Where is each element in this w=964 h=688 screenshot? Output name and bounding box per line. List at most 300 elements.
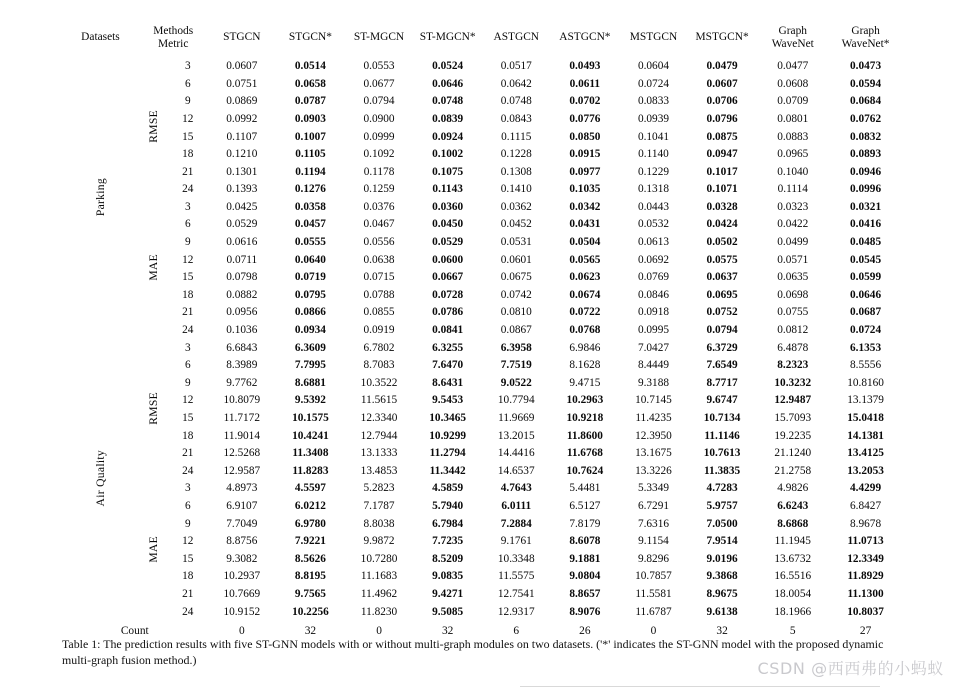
value-cell: 0.0493 — [569, 60, 601, 73]
value-cell: 11.3835 — [704, 464, 741, 477]
value-cell: 0.1002 — [432, 148, 464, 161]
value-cell: 0.1393 — [226, 183, 258, 196]
value-cell: 4.5597 — [294, 482, 326, 495]
value-cell: 0.0502 — [706, 236, 738, 249]
header-methods-label: Methods — [153, 24, 194, 37]
metric-label-cell — [139, 58, 168, 199]
value-cell: 0.0965 — [777, 148, 809, 161]
value-cell: 0.0674 — [569, 288, 601, 301]
table-row — [62, 551, 902, 569]
value-cell: 21.2758 — [774, 464, 812, 477]
value-cell: 7.8179 — [569, 517, 601, 530]
metric-label-cell — [139, 340, 168, 481]
value-cell: 0.1228 — [500, 148, 532, 161]
value-cell: 6.8427 — [850, 499, 882, 512]
value-cell: 0.0529 — [226, 218, 258, 231]
value-cell: 0.0795 — [294, 288, 326, 301]
value-cell: 0.0635 — [777, 271, 809, 284]
header-methods-metric — [139, 18, 208, 58]
value-cell: 0.0724 — [637, 77, 670, 90]
value-cell: 0.1301 — [226, 165, 258, 178]
value-cell: 21.1240 — [774, 447, 812, 460]
horizon-cell: 12 — [182, 253, 194, 266]
value-cell: 0.0684 — [850, 95, 882, 108]
horizon-cell: 24 — [182, 605, 194, 618]
value-cell: 0.1259 — [363, 183, 395, 196]
header-metric-label: Metric — [158, 38, 189, 50]
value-cell: 9.4271 — [432, 587, 464, 600]
value-cell: 0.0692 — [637, 253, 670, 266]
value-cell: 0.0499 — [777, 236, 809, 249]
table-row — [62, 93, 902, 111]
value-cell: 0.0869 — [226, 95, 258, 108]
value-cell: 0.0358 — [294, 200, 326, 213]
header-model-name: ST-MGCN* — [419, 31, 476, 44]
value-cell: 11.8929 — [847, 570, 884, 583]
value-cell: 5.2823 — [363, 482, 395, 495]
value-cell: 12.5268 — [223, 447, 261, 460]
metric-label: MAE — [146, 254, 160, 281]
value-cell: 0.0977 — [569, 165, 601, 178]
header-model-4 — [482, 18, 551, 58]
value-cell: 0.1036 — [226, 324, 258, 337]
value-cell: 9.3082 — [226, 552, 258, 565]
value-cell: 11.0713 — [847, 535, 884, 548]
value-cell: 7.7235 — [432, 535, 464, 548]
value-cell: 6.3958 — [500, 341, 532, 354]
table-row — [62, 515, 902, 533]
value-cell: 13.1379 — [847, 394, 884, 407]
value-cell: 0.0801 — [777, 112, 809, 125]
value-cell: 12.7944 — [360, 429, 398, 442]
table-row — [62, 76, 902, 94]
value-cell: 0.0529 — [432, 236, 464, 249]
value-cell: 0.1410 — [500, 183, 532, 196]
value-cell: 0.0485 — [850, 236, 882, 249]
horizon-cell: 18 — [182, 429, 194, 442]
value-cell: 15.7093 — [774, 412, 812, 425]
value-cell: 12.9587 — [223, 464, 261, 477]
value-cell: 0.0687 — [850, 306, 882, 319]
horizon-cell: 9 — [184, 376, 191, 389]
value-cell: 0.0342 — [569, 200, 601, 213]
horizon-cell: 9 — [184, 517, 191, 530]
value-cell: 6.3729 — [706, 341, 738, 354]
table-row — [62, 533, 902, 551]
value-cell: 0.0362 — [500, 200, 532, 213]
value-cell: 4.7283 — [706, 482, 738, 495]
value-cell: 9.0835 — [432, 570, 464, 583]
horizon-cell: 15 — [182, 271, 194, 284]
value-cell: 11.5615 — [360, 394, 398, 407]
value-cell: 8.5626 — [294, 552, 326, 565]
value-cell: 6.0212 — [294, 499, 326, 512]
header-model-3 — [413, 18, 482, 58]
table-row — [62, 603, 902, 621]
header-model-name-line2: WaveNet* — [841, 38, 890, 50]
value-cell: 4.4299 — [850, 482, 882, 495]
value-cell: 0.0762 — [850, 112, 882, 125]
value-cell: 13.1675 — [635, 447, 672, 460]
value-cell: 0.0882 — [226, 288, 258, 301]
table-row — [62, 586, 902, 604]
value-cell: 9.0522 — [500, 376, 532, 389]
count-value-cell: 6 — [513, 625, 520, 638]
horizon-cell: 9 — [184, 236, 191, 249]
value-cell: 8.8657 — [569, 587, 601, 600]
table-row — [62, 357, 902, 375]
value-cell: 0.0623 — [569, 271, 601, 284]
value-cell: 0.1308 — [500, 165, 532, 178]
horizon-cell: 12 — [182, 394, 194, 407]
value-cell: 0.0431 — [569, 218, 601, 231]
value-cell: 4.7643 — [500, 482, 532, 495]
value-cell: 0.0599 — [850, 271, 882, 284]
value-cell: 0.0798 — [226, 271, 258, 284]
dataset-label-cell — [62, 340, 139, 622]
dataset-label: Air Quality — [93, 450, 107, 507]
value-cell: 0.0883 — [777, 130, 809, 143]
value-cell: 9.6747 — [706, 394, 738, 407]
value-cell: 6.4878 — [777, 341, 809, 354]
horizon-cell: 21 — [182, 165, 194, 178]
value-cell: 0.1115 — [501, 130, 532, 143]
value-cell: 0.0675 — [500, 271, 532, 284]
value-cell: 0.0748 — [500, 95, 532, 108]
value-cell: 0.1075 — [432, 165, 464, 178]
value-cell: 0.0575 — [706, 253, 738, 266]
dataset-label: Parking — [93, 178, 107, 217]
value-cell: 9.7565 — [294, 587, 326, 600]
value-cell: 0.0565 — [569, 253, 601, 266]
value-cell: 0.0751 — [226, 77, 258, 90]
value-cell: 0.0748 — [432, 95, 464, 108]
value-cell: 11.5575 — [498, 570, 535, 583]
value-cell: 6.3609 — [294, 341, 326, 354]
value-cell: 0.0755 — [777, 306, 809, 319]
horizon-cell: 9 — [184, 95, 191, 108]
value-cell: 7.9221 — [294, 535, 326, 548]
value-cell: 9.5085 — [432, 605, 464, 618]
value-cell: 10.2256 — [292, 605, 329, 618]
value-cell: 7.7049 — [226, 517, 258, 530]
table-row — [62, 304, 902, 322]
value-cell: 10.3465 — [429, 412, 466, 425]
value-cell: 11.8600 — [566, 429, 603, 442]
value-cell: 0.0728 — [432, 288, 464, 301]
value-cell: 6.1353 — [850, 341, 882, 354]
value-cell: 0.0812 — [777, 324, 809, 337]
value-cell: 9.3868 — [706, 570, 738, 583]
value-cell: 0.0786 — [432, 306, 464, 319]
horizon-cell: 24 — [182, 183, 194, 196]
value-cell: 0.0646 — [850, 288, 882, 301]
value-cell: 0.0594 — [850, 77, 882, 90]
value-cell: 7.6549 — [706, 359, 738, 372]
header-model-name: ASTGCN — [493, 31, 540, 44]
table-row — [62, 498, 902, 516]
header-model-8 — [756, 18, 829, 58]
page-divider — [520, 686, 880, 687]
value-cell: 0.0996 — [850, 183, 882, 196]
value-cell: 0.0722 — [569, 306, 601, 319]
header-model-1 — [276, 18, 345, 58]
horizon-cell: 6 — [184, 77, 191, 90]
value-cell: 10.3522 — [360, 376, 398, 389]
table-row — [62, 216, 902, 234]
value-cell: 7.7995 — [294, 359, 326, 372]
value-cell: 0.0724 — [850, 324, 882, 337]
value-cell: 0.0706 — [706, 95, 738, 108]
value-cell: 8.6881 — [294, 376, 326, 389]
value-cell: 0.0607 — [226, 60, 258, 73]
value-cell: 9.0804 — [569, 570, 601, 583]
value-cell: 11.1945 — [774, 535, 811, 548]
value-cell: 0.0855 — [363, 306, 395, 319]
header-model-name: ST-MGCN — [353, 31, 405, 44]
value-cell: 11.3408 — [292, 447, 329, 460]
header-model-name: STGCN* — [288, 31, 332, 44]
value-cell: 0.0611 — [569, 77, 601, 90]
value-cell: 0.0752 — [706, 306, 738, 319]
value-cell: 0.0893 — [850, 148, 882, 161]
horizon-cell: 24 — [182, 324, 194, 337]
value-cell: 6.0111 — [501, 499, 532, 512]
value-cell: 0.0919 — [363, 324, 395, 337]
table-row — [62, 340, 902, 358]
value-cell: 0.0794 — [363, 95, 395, 108]
value-cell: 0.0796 — [706, 112, 738, 125]
table-row — [62, 463, 902, 481]
value-cell: 0.1105 — [295, 148, 326, 161]
table-row — [62, 287, 902, 305]
value-cell: 11.9014 — [223, 429, 260, 442]
value-cell: 0.0839 — [432, 112, 464, 125]
table-row — [62, 199, 902, 217]
header-model-5 — [551, 18, 620, 58]
value-cell: 8.9678 — [850, 517, 882, 530]
count-value-cell: 0 — [238, 625, 245, 638]
value-cell: 10.7280 — [360, 552, 398, 565]
value-cell: 0.0553 — [363, 60, 395, 73]
value-cell: 0.0514 — [294, 60, 326, 73]
value-cell: 10.7624 — [566, 464, 604, 477]
value-cell: 0.0532 — [637, 218, 670, 231]
value-cell: 0.0956 — [226, 306, 258, 319]
value-cell: 0.0452 — [500, 218, 532, 231]
header-model-name: MSTGCN* — [695, 31, 749, 44]
horizon-cell: 21 — [182, 447, 194, 460]
value-cell: 11.4962 — [360, 587, 398, 600]
value-cell: 0.1114 — [777, 183, 808, 196]
value-cell: 0.0843 — [500, 112, 532, 125]
value-cell: 0.0810 — [500, 306, 532, 319]
table-header-row — [62, 18, 902, 58]
value-cell: 10.3348 — [497, 552, 535, 565]
horizon-cell: 21 — [182, 587, 194, 600]
header-model-9 — [829, 18, 902, 58]
value-cell: 0.0616 — [226, 236, 258, 249]
value-cell: 7.7519 — [500, 359, 532, 372]
value-cell: 5.3349 — [637, 482, 670, 495]
value-cell: 8.5556 — [850, 359, 882, 372]
value-cell: 0.0555 — [294, 236, 326, 249]
value-cell: 8.5209 — [432, 552, 464, 565]
value-cell: 11.9669 — [498, 412, 535, 425]
table-row — [62, 164, 902, 182]
value-cell: 0.1229 — [637, 165, 670, 178]
value-cell: 0.0658 — [294, 77, 326, 90]
horizon-cell: 18 — [182, 570, 194, 583]
horizon-cell: 15 — [182, 412, 194, 425]
value-cell: 13.4853 — [360, 464, 398, 477]
value-cell: 10.2937 — [223, 570, 261, 583]
table-row — [62, 322, 902, 340]
value-cell: 6.9780 — [294, 517, 326, 530]
value-cell: 9.1881 — [569, 552, 601, 565]
header-model-2 — [345, 18, 414, 58]
value-cell: 10.8160 — [847, 376, 884, 389]
value-cell: 8.7083 — [363, 359, 395, 372]
value-cell: 8.6078 — [569, 535, 601, 548]
value-cell: 0.1140 — [638, 148, 669, 161]
horizon-cell: 6 — [184, 359, 191, 372]
value-cell: 9.5453 — [432, 394, 464, 407]
count-value-cell: 32 — [716, 625, 728, 638]
results-table-container — [62, 18, 902, 643]
value-cell: 5.7940 — [432, 499, 464, 512]
value-cell: 0.0571 — [777, 253, 809, 266]
value-cell: 10.8037 — [847, 605, 884, 618]
value-cell: 12.9487 — [774, 394, 812, 407]
table-row — [62, 375, 902, 393]
value-cell: 0.0900 — [363, 112, 395, 125]
value-cell: 4.9826 — [777, 482, 809, 495]
value-cell: 4.8973 — [226, 482, 258, 495]
value-cell: 9.1761 — [500, 535, 532, 548]
value-cell: 0.0924 — [432, 130, 464, 143]
value-cell: 0.0715 — [363, 271, 395, 284]
value-cell: 0.0709 — [777, 95, 809, 108]
value-cell: 11.1300 — [847, 587, 884, 600]
horizon-cell: 12 — [182, 112, 194, 125]
value-cell: 8.6431 — [432, 376, 464, 389]
metric-label: MAE — [146, 535, 160, 563]
value-cell: 8.8756 — [226, 535, 258, 548]
value-cell: 0.0711 — [226, 253, 258, 266]
value-cell: 0.0667 — [432, 271, 464, 284]
value-cell: 0.0934 — [294, 324, 326, 337]
value-cell: 0.0601 — [500, 253, 532, 266]
value-cell: 0.0321 — [850, 200, 882, 213]
value-cell: 0.0504 — [569, 236, 601, 249]
value-cell: 10.4241 — [292, 429, 329, 442]
table-row — [62, 234, 902, 252]
value-cell: 9.8296 — [637, 552, 670, 565]
value-cell: 0.0450 — [432, 218, 464, 231]
value-cell: 7.1787 — [363, 499, 395, 512]
header-model-name: Graph — [778, 24, 807, 37]
value-cell: 10.1575 — [292, 412, 329, 425]
value-cell: 0.0545 — [850, 253, 882, 266]
value-cell: 10.2963 — [566, 394, 604, 407]
value-cell: 0.0640 — [294, 253, 326, 266]
value-cell: 0.0600 — [432, 253, 464, 266]
table-row — [62, 146, 902, 164]
value-cell: 0.0424 — [706, 218, 738, 231]
value-cell: 10.7134 — [703, 412, 741, 425]
header-model-0 — [208, 18, 277, 58]
value-cell: 0.0992 — [226, 112, 258, 125]
value-cell: 0.1318 — [637, 183, 670, 196]
value-cell: 10.7794 — [497, 394, 535, 407]
value-cell: 6.6243 — [777, 499, 809, 512]
value-cell: 0.0918 — [637, 306, 670, 319]
value-cell: 0.1210 — [226, 148, 258, 161]
value-cell: 6.7802 — [363, 341, 395, 354]
value-cell: 6.6843 — [226, 341, 258, 354]
metric-label: RMSE — [146, 391, 160, 425]
value-cell: 0.1092 — [363, 148, 395, 161]
value-cell: 0.0467 — [363, 218, 395, 231]
value-cell: 0.0608 — [777, 77, 809, 90]
count-value-cell: 26 — [579, 625, 591, 638]
value-cell: 0.0376 — [363, 200, 395, 213]
value-cell: 0.0604 — [637, 60, 670, 73]
value-cell: 12.9317 — [497, 605, 535, 618]
count-value-cell: 32 — [441, 625, 454, 638]
value-cell: 10.9152 — [223, 605, 261, 618]
table-row — [62, 568, 902, 586]
value-cell: 0.0903 — [294, 112, 326, 125]
horizon-cell: 15 — [182, 130, 194, 143]
value-cell: 8.8038 — [363, 517, 395, 530]
value-cell: 7.9514 — [706, 535, 738, 548]
header-model-name-line2: WaveNet — [771, 38, 814, 50]
value-cell: 11.6787 — [635, 605, 672, 618]
metric-label-cell — [139, 199, 168, 340]
value-cell: 0.0638 — [363, 253, 395, 266]
value-cell: 0.0946 — [850, 165, 882, 178]
header-model-name: Graph — [851, 24, 880, 37]
value-cell: 8.8195 — [294, 570, 326, 583]
value-cell: 0.0556 — [363, 236, 395, 249]
value-cell: 13.2053 — [847, 464, 884, 477]
table-row — [62, 111, 902, 129]
value-cell: 9.1154 — [638, 535, 669, 548]
value-cell: 12.3340 — [360, 412, 398, 425]
value-cell: 11.2794 — [429, 447, 466, 460]
value-cell: 0.1017 — [706, 165, 738, 178]
table-row — [62, 181, 902, 199]
value-cell: 0.0768 — [569, 324, 601, 337]
value-cell: 0.0939 — [637, 112, 670, 125]
value-cell: 14.6537 — [497, 464, 535, 477]
value-cell: 11.8230 — [360, 605, 398, 618]
value-cell: 0.0915 — [569, 148, 601, 161]
horizon-cell: 3 — [184, 341, 191, 354]
value-cell: 0.0995 — [637, 324, 670, 337]
value-cell: 8.7717 — [706, 376, 738, 389]
table-row — [62, 128, 902, 146]
value-cell: 0.0479 — [706, 60, 738, 73]
value-cell: 0.0443 — [637, 200, 670, 213]
value-cell: 9.9872 — [363, 535, 395, 548]
value-cell: 5.9757 — [706, 499, 738, 512]
header-model-name: STGCN — [223, 31, 261, 44]
header-model-name: ASTGCN* — [559, 31, 611, 44]
horizon-cell: 6 — [184, 218, 191, 231]
